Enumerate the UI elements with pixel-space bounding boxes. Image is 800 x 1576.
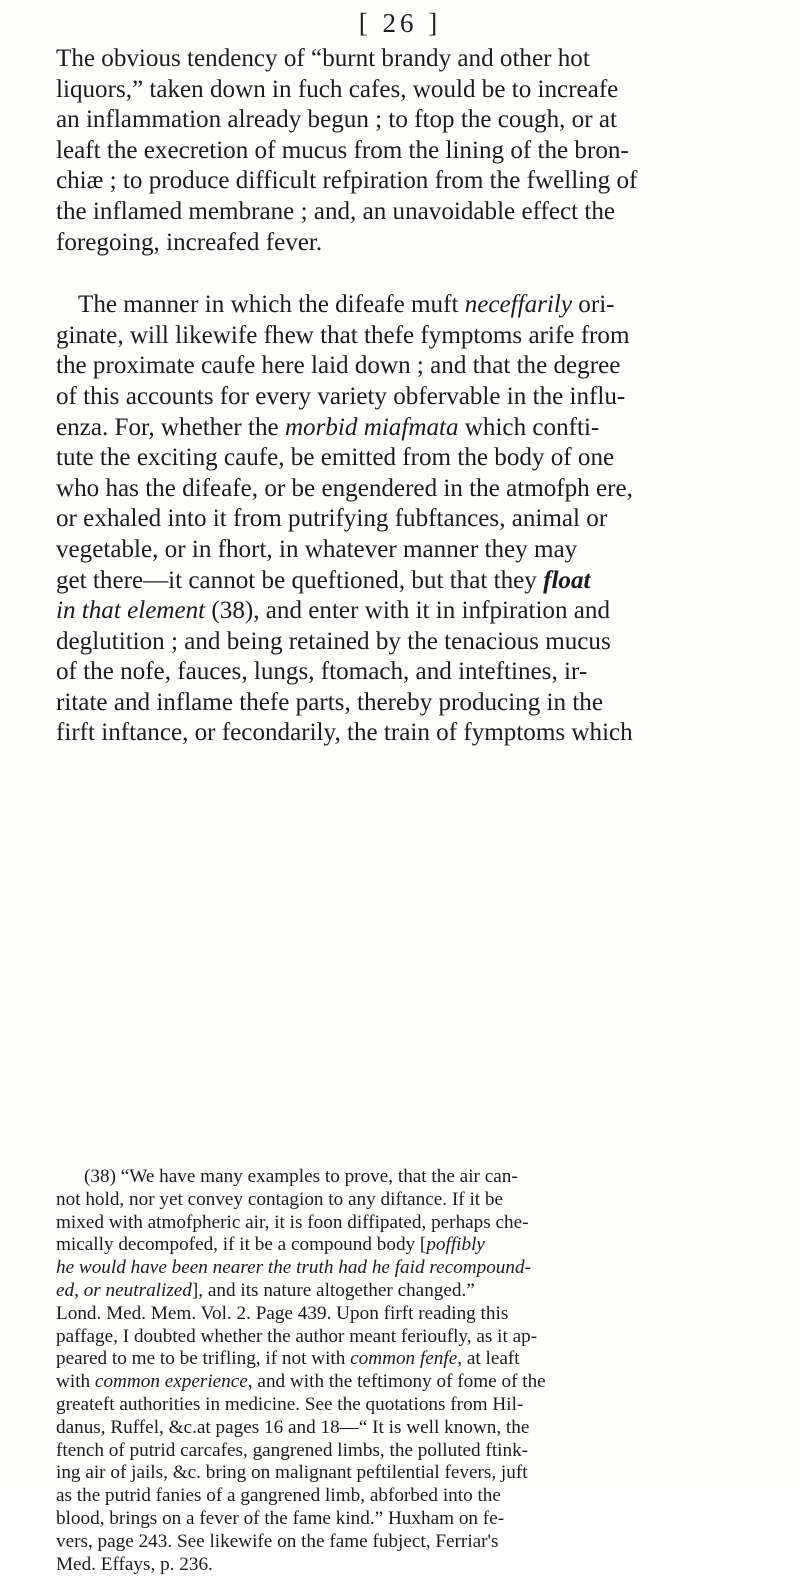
text-line: the proximate caufe here laid down ; and that the degree bbox=[56, 352, 621, 380]
paragraph-gap bbox=[56, 258, 772, 290]
italic-run: neceffarily bbox=[464, 291, 573, 319]
text-run: ori- bbox=[572, 291, 615, 319]
text-line: liquors,” taken down in fuch cafes, would be to increafe bbox=[56, 75, 619, 103]
italic-run: he would have been nearer the truth had he faid recompound- bbox=[56, 1257, 531, 1279]
text-run: with bbox=[56, 1371, 95, 1393]
text-run: , at leaft bbox=[457, 1348, 520, 1370]
text-run: (38), and enter with it in infpiration and bbox=[205, 597, 611, 625]
text-line: or exhaled into it from putrifying fubftances, animal or bbox=[56, 505, 608, 533]
paragraph-1 bbox=[56, 44, 772, 258]
text-line: of this accounts for every variety obfervable in the influ- bbox=[56, 382, 626, 410]
italic-run: morbid miafmata bbox=[284, 413, 459, 441]
footnote-line: mixed with atmofpheric air, it is foon diffipated, perhaps che- bbox=[56, 1211, 529, 1233]
footnote bbox=[56, 1166, 776, 1576]
text-run: which confti- bbox=[458, 413, 600, 441]
footnote-line: not hold, nor yet convey contagion to any diftance. If it be bbox=[56, 1188, 504, 1210]
text-line: of the nofe, fauces, lungs, ftomach, and inteftines, ir- bbox=[56, 658, 588, 686]
text-run: , and with the teftimony of fome of the bbox=[247, 1371, 546, 1393]
text-run: get there—it cannot be queftioned, but that they bbox=[56, 566, 544, 594]
text-run: ], and its nature altogether changed.” bbox=[191, 1279, 475, 1301]
text-line: vegetable, or in fhort, in whatever manner they may bbox=[56, 535, 578, 563]
footnote-line: as the putrid fanies of a gangrened limb, abforbed into the bbox=[56, 1485, 501, 1507]
italic-run: common experience bbox=[94, 1371, 248, 1393]
text-run: enza. For, whether the bbox=[56, 413, 285, 441]
footnote-line: ftench of putrid carcafes, gangrened limbs, the polluted ftink- bbox=[56, 1439, 529, 1461]
text-line: firft inftance, or fecondarily, the train of fymptoms which bbox=[56, 719, 633, 747]
footnote-line bbox=[56, 1371, 776, 1394]
text-line: chiæ ; to produce difficult refpiration from the fwelling of bbox=[56, 167, 638, 195]
text-line: tute the exciting caufe, be emitted from the body of one bbox=[56, 444, 615, 472]
footnote-line bbox=[56, 1257, 776, 1280]
text-line: leaft the execretion of mucus from the lining of the bron- bbox=[56, 136, 629, 164]
footnote-line: (38) “We have many examples to prove, that the air can- bbox=[84, 1166, 518, 1187]
footnote-line: paffage, I doubted whether the author meant ferioufly, as it ap- bbox=[56, 1325, 538, 1347]
text-run: mically decompofed, if it be a compound body [ bbox=[56, 1234, 427, 1256]
footnote-line: greateft authorities in medicine. See the quotations from Hil- bbox=[56, 1393, 524, 1415]
text-run: peared to me to be trifling, if not with bbox=[56, 1348, 351, 1370]
paragraph-2 bbox=[56, 290, 772, 749]
footnote-line: ing air of jails, &c. bring on malignant peftilential fevers, juft bbox=[56, 1462, 528, 1484]
main-text bbox=[56, 44, 772, 749]
text-line: foregoing, increafed fever. bbox=[56, 228, 323, 256]
page-number: [ 26 ] bbox=[358, 8, 442, 38]
footnote-line: danus, Ruffel, &c.at pages 16 and 18—“ It is well known, the bbox=[56, 1416, 530, 1438]
text-line: ginate, will likewife fhew that thefe fymptoms arife from bbox=[56, 321, 630, 349]
italic-run: common fenfe bbox=[350, 1348, 458, 1370]
text-line bbox=[56, 413, 772, 444]
text-line bbox=[56, 596, 772, 627]
footnote-line: Med. Effays, p. 236. bbox=[56, 1553, 213, 1575]
text-line bbox=[56, 290, 772, 321]
italic-run: ed, or neutralized bbox=[56, 1279, 192, 1301]
text-line: deglutition ; and being retained by the tenacious mucus bbox=[56, 627, 611, 655]
text-line: the inflamed membrane ; and, an unavoidable effect the bbox=[56, 197, 616, 225]
italic-run: poffibly bbox=[426, 1234, 485, 1256]
text-line bbox=[56, 566, 772, 597]
footnote-line bbox=[56, 1234, 776, 1257]
text-run: The manner in which the difeafe muft bbox=[78, 291, 465, 319]
footnote-line: blood, brings on a fever of the fame kind.” Huxham on fe- bbox=[56, 1507, 505, 1529]
bold-italic-run: float bbox=[543, 566, 591, 594]
footnote-line: Lond. Med. Mem. Vol. 2. Page 439. Upon firft reading this bbox=[56, 1302, 509, 1324]
footnote-line bbox=[56, 1280, 776, 1303]
text-line: The obvious tendency of “burnt brandy and other hot bbox=[56, 45, 590, 72]
text-line: an inflammation already begun ; to ftop the cough, or at bbox=[56, 106, 617, 134]
italic-run: in that element bbox=[56, 597, 206, 625]
footnote-line: vers, page 243. See likewife on the fame fubject, Ferriar's bbox=[56, 1530, 499, 1552]
footnote-line bbox=[56, 1348, 776, 1371]
text-line: ritate and inflame thefe parts, thereby producing in the bbox=[56, 688, 603, 716]
text-line: who has the difeafe, or be engendered in the atmofph ere, bbox=[56, 474, 633, 502]
